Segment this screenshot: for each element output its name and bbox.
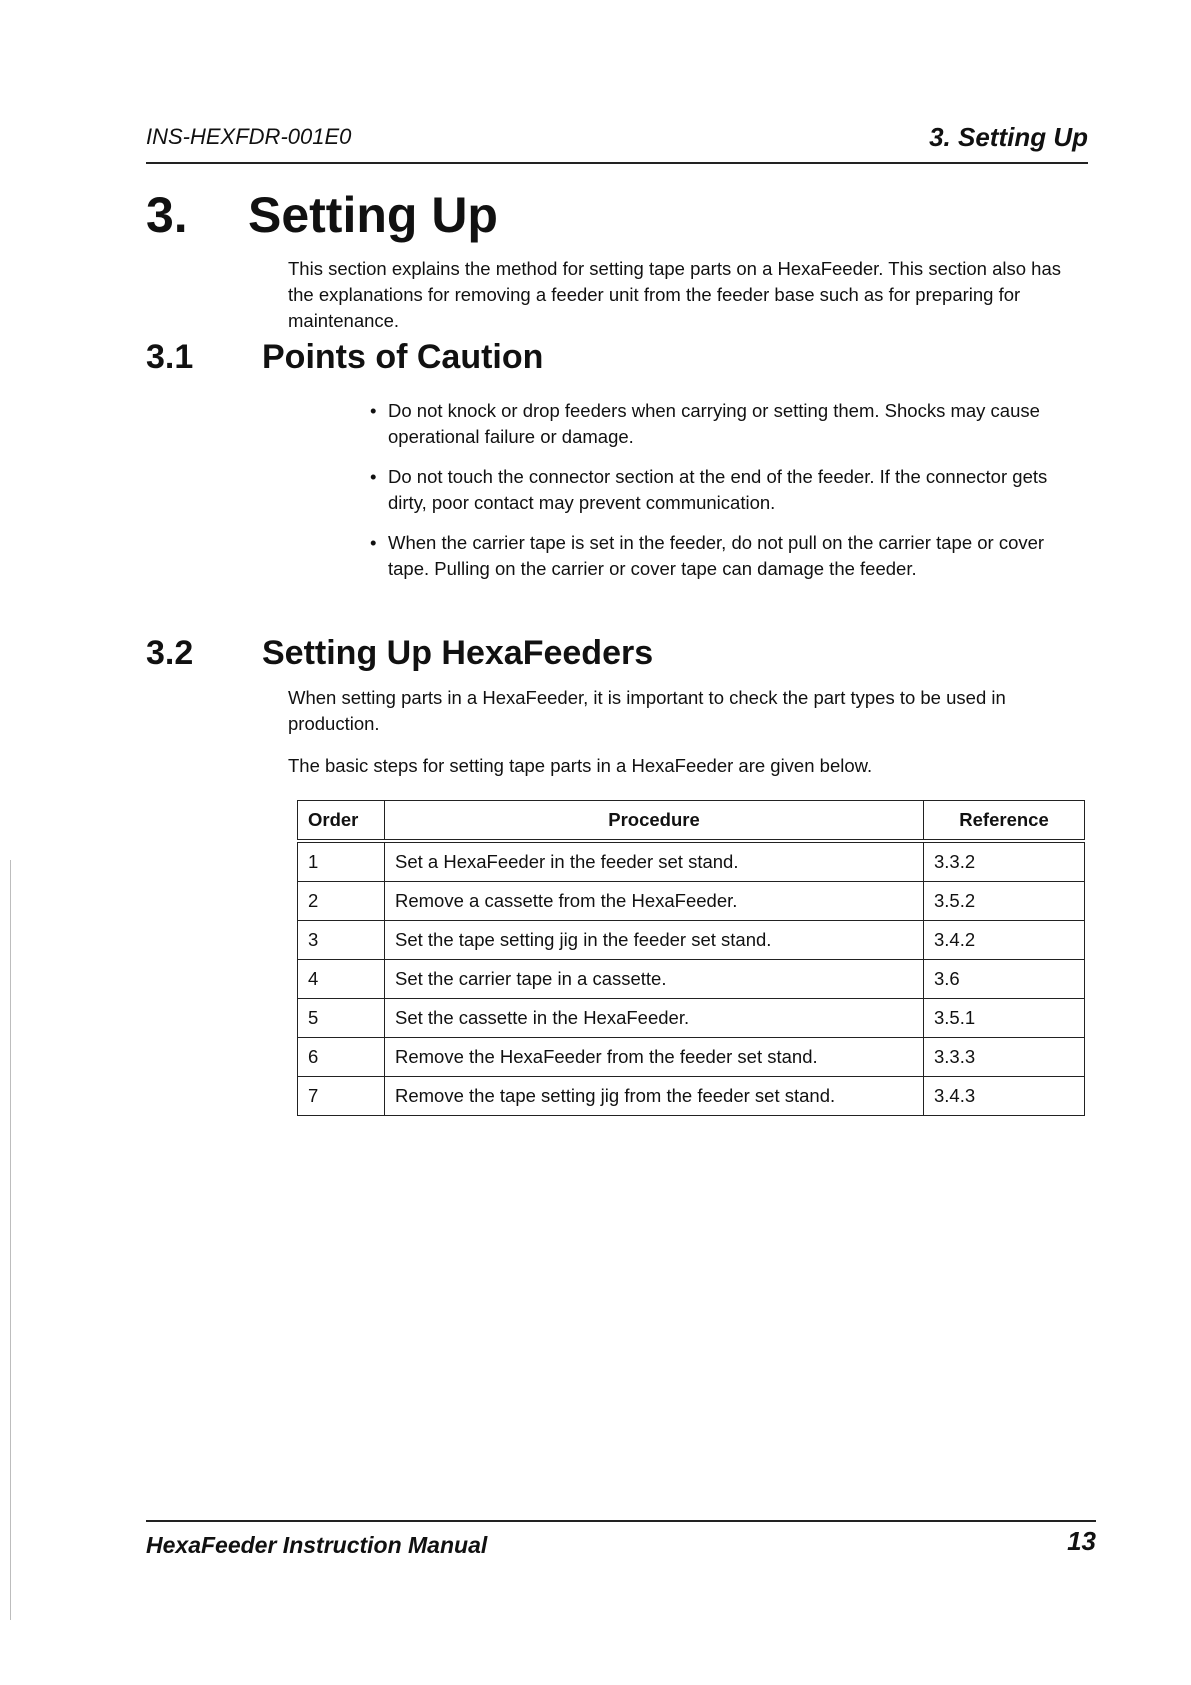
section-number: 3.1 <box>146 338 194 376</box>
list-item <box>370 464 1088 516</box>
order-cell: 1 <box>298 841 385 882</box>
bullet-icon: • <box>370 400 377 421</box>
procedure-table <box>297 800 1085 1116</box>
chapter-title <box>146 186 498 244</box>
caution-list <box>370 398 1088 596</box>
procedure-cell: Remove the HexaFeeder from the feeder set stand. <box>385 1038 924 1077</box>
order-cell: 6 <box>298 1038 385 1077</box>
table-header-row <box>298 801 1085 842</box>
column-header-procedure: Procedure <box>385 801 924 842</box>
section-title-text: Setting Up HexaFeeders <box>262 634 654 672</box>
caution-text: When the carrier tape is set in the feeder, do not pull on the carrier tape or cover tape. Pulling on the carrier or cover tape can damage the feeder. <box>388 532 1045 579</box>
page-number: 13 <box>1067 1526 1096 1556</box>
order-cell: 5 <box>298 999 385 1038</box>
caution-text: Do not touch the connector section at the end of the feeder. If the connector gets dirty, poor contact may prevent communication. <box>388 466 1048 513</box>
table-row <box>298 1038 1085 1077</box>
manual-title: HexaFeeder Instruction Manual <box>146 1532 488 1558</box>
procedure-cell: Set the cassette in the HexaFeeder. <box>385 999 924 1038</box>
header-section-title: 3. Setting Up <box>929 122 1088 152</box>
list-item <box>370 530 1088 582</box>
reference-cell: 3.5.1 <box>924 999 1085 1038</box>
document-code: INS-HEXFDR-001E0 <box>146 124 352 149</box>
reference-cell: 3.3.3 <box>924 1038 1085 1077</box>
column-header-order: Order <box>298 801 385 842</box>
order-cell: 4 <box>298 960 385 999</box>
page-header <box>146 124 1088 164</box>
procedure-cell: Remove a cassette from the HexaFeeder. <box>385 882 924 921</box>
table-row <box>298 960 1085 999</box>
table-row <box>298 841 1085 882</box>
bullet-icon: • <box>370 466 377 487</box>
section-heading-points-of-caution <box>146 338 543 377</box>
chapter-intro: This section explains the method for setting tape parts on a HexaFeeder. This section also has the explanations for removing a feeder unit from the feeder base such as for preparing for maintenance. <box>288 258 1061 331</box>
reference-cell: 3.4.2 <box>924 921 1085 960</box>
order-cell: 7 <box>298 1077 385 1116</box>
page-footer <box>146 1520 1096 1562</box>
list-item <box>370 398 1088 450</box>
table-row <box>298 1077 1085 1116</box>
column-header-reference: Reference <box>924 801 1085 842</box>
bullet-icon: • <box>370 532 377 553</box>
order-cell: 3 <box>298 921 385 960</box>
procedure-cell: Remove the tape setting jig from the feeder set stand. <box>385 1077 924 1116</box>
reference-cell: 3.6 <box>924 960 1085 999</box>
reference-cell: 3.4.3 <box>924 1077 1085 1116</box>
paragraph: The basic steps for setting tape parts in a HexaFeeder are given below. <box>288 755 873 776</box>
table-row <box>298 999 1085 1038</box>
section-title-text: Points of Caution <box>262 338 544 376</box>
section-number: 3.2 <box>146 634 194 672</box>
scan-edge-line <box>10 860 11 1620</box>
section-heading-setting-up-hexafeeders <box>146 634 653 673</box>
paragraph: When setting parts in a HexaFeeder, it is important to check the part types to be used in production. <box>288 687 1006 734</box>
procedure-cell: Set the tape setting jig in the feeder set stand. <box>385 921 924 960</box>
procedure-cell: Set the carrier tape in a cassette. <box>385 960 924 999</box>
table-row <box>298 921 1085 960</box>
chapter-number: 3. <box>146 187 188 243</box>
reference-cell: 3.5.2 <box>924 882 1085 921</box>
table-row <box>298 882 1085 921</box>
order-cell: 2 <box>298 882 385 921</box>
procedure-cell: Set a HexaFeeder in the feeder set stand. <box>385 841 924 882</box>
reference-cell: 3.3.2 <box>924 841 1085 882</box>
caution-text: Do not knock or drop feeders when carrying or setting them. Shocks may cause operational failure or damage. <box>388 400 1040 447</box>
chapter-title-text: Setting Up <box>248 187 498 243</box>
